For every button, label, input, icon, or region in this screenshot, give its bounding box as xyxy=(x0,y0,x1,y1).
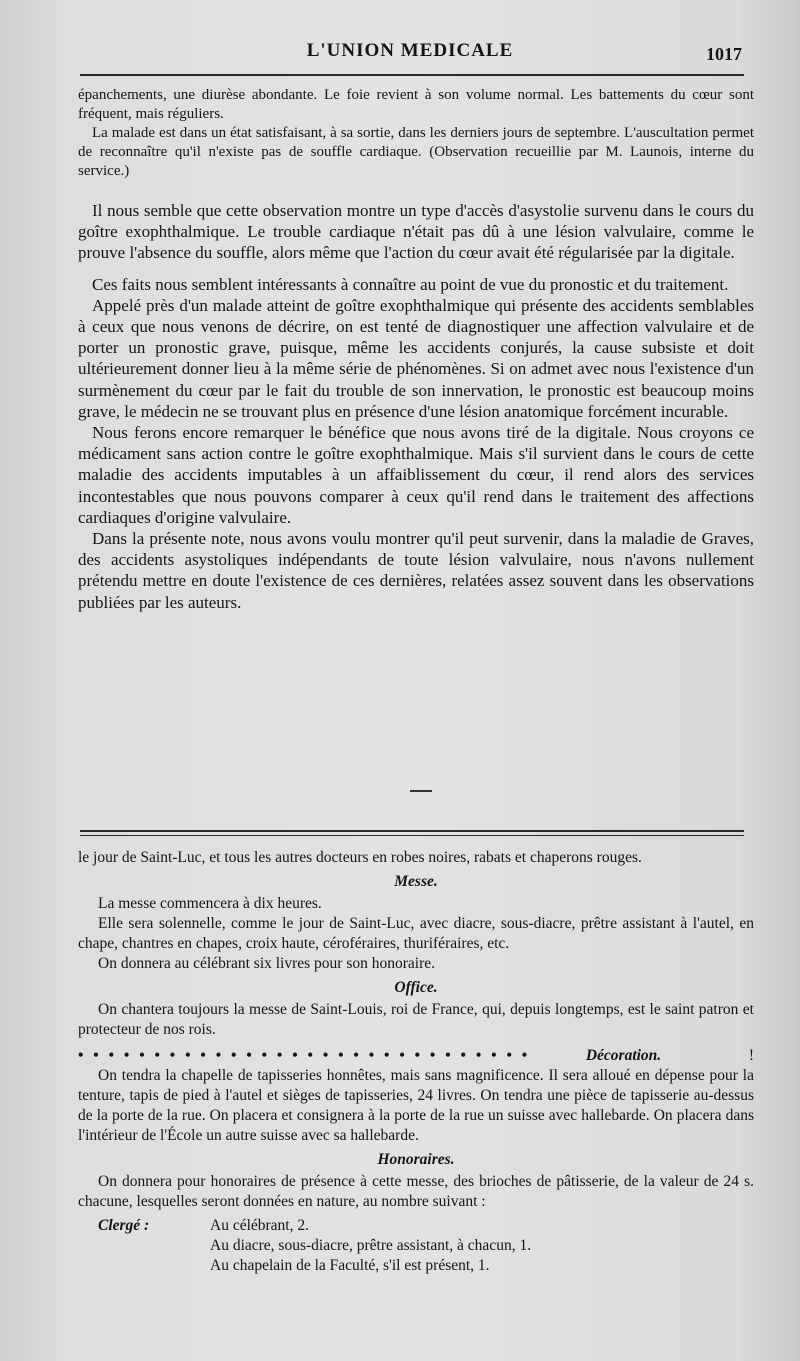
page-number: 1017 xyxy=(706,44,742,64)
feuilleton xyxy=(78,848,754,1276)
dot-leader: • • • • • • • • • • • • • • • • • • • • • • • • • • • • • • xyxy=(78,1047,531,1064)
list-item xyxy=(78,1256,754,1276)
section-heading-honoraires: Honoraires. xyxy=(377,1151,455,1168)
paragraph: Dans la présente note, nous avons voulu montrer qu'il peut survenir, dans la maladie de Graves, des accidents asystoliques indépendants de toute lésion valvulaire, nous n'avons nullement prétendu mettre en doute l'existence de ces dernières, relatées assez souvent dans les observations publiées par les auteurs. xyxy=(78,529,754,612)
end-mark xyxy=(410,790,432,792)
paragraph: Nous ferons encore remarquer le bénéfice que nous avons tiré de la digitale. Nous croyons ce médicament sans action contre le goître exophthalmique. Mais s'il survient dans le cours de cette maladie des accidents imputables à un affaiblissement du cœur, il rend alors des services incontestables que nous pouvons comparer à ceux qu'il rend dans le traitement des affections cardiaques d'origine valvulaire. xyxy=(78,423,754,527)
paragraph: On tendra la chapelle de tapisseries honnêtes, mais sans magnificence. Il sera alloué en dépense pour la tenture, tapis de pied à l'autel et sièges de tapisseries, 24 livres. On tendra une pièce de tapisserie au-dessus de la porte de la rue. On placera et consignera à la porte de la rue un suisse avec hallebarde. On placera dans l'intérieur de l'École un autre suisse avec sa hallebarde. xyxy=(78,1067,754,1144)
list-item xyxy=(78,1216,754,1236)
paragraph: La messe commencera à dix heures. xyxy=(98,895,322,912)
paragraph: On donnera pour honoraires de présence à cette messe, des brioches de pâtisserie, de la valeur de 24 s. chacune, lesquelles seront données en nature, au nombre suivant : xyxy=(78,1173,754,1210)
running-header xyxy=(78,40,742,70)
paragraph: Ces faits nous semblent intéressants à connaître au point de vue du pronostic et du traitement. xyxy=(92,274,729,294)
list-value: Au célébrant, 2. xyxy=(210,1217,309,1234)
paragraph: On chantera toujours la messe de Saint-Louis, roi de France, qui, depuis longtemps, est le saint patron et protecteur de nos rois. xyxy=(78,1001,754,1038)
margin-mark: ! xyxy=(748,1047,754,1064)
paragraph: le jour de Saint-Luc, et tous les autres docteurs en robes noires, rabats et chaperons rouges. xyxy=(78,849,642,866)
journal-title: L'UNION MEDICALE xyxy=(306,40,514,61)
section-rule-top xyxy=(80,830,744,832)
section-heading-messe: Messe. xyxy=(394,873,438,890)
paragraph: La malade est dans un état satisfaisant, à sa sortie, dans les derniers jours de septembre. L'auscultation permet de reconnaître qu'il n'existe pas de souffle cardiaque. (Observation recueillie par M. Launois, interne du service.) xyxy=(78,125,754,179)
dot-leader-row xyxy=(78,1046,754,1066)
paragraph: Appelé près d'un malade atteint de goître exophthalmique qui présente des accidents semblables à ceux que nous venons de décrire, on est tenté de diagnostiquer une affection valvulaire et de porter un pronostic grave, puisque, même les accidents conjurés, la cause subsiste et doit ultérieurement donner lieu à la même série de phénomènes. Si on admet avec nous l'existence d'un surmènement du cœur par le fait du trouble de son innervation, le pronostic est beaucoup moins grave, le médecin ne se trouvant plus en présence d'une lésion anatomique forcément incurable. xyxy=(78,295,754,421)
observation-end xyxy=(78,86,754,181)
section-rule-bottom xyxy=(80,835,744,836)
paragraph: épanchements, une diurèse abondante. Le foie revient à son volume normal. Les battements du cœur sont fréquent, mais réguliers. xyxy=(78,87,754,122)
list-label: Clergé : xyxy=(98,1217,150,1234)
list-item xyxy=(78,1236,754,1256)
paragraph: Il nous semble que cette observation montre un type d'accès d'asystolie survenu dans le cours du goître exophthalmique. Le trouble cardiaque n'était pas dû à une lésion valvulaire, comme le prouve l'absence du souffle, alors même que l'action du cœur avait été régularisée par la digitale. xyxy=(78,201,754,263)
list-value: Au chapelain de la Faculté, s'il est présent, 1. xyxy=(210,1257,490,1274)
paragraph: On donnera au célébrant six livres pour son honoraire. xyxy=(98,955,436,972)
section-heading-decoration: Décoration. xyxy=(585,1047,662,1064)
clerge-list xyxy=(78,1216,754,1276)
paragraph: Elle sera solennelle, comme le jour de Saint-Luc, avec diacre, sous-diacre, prêtre assistant à l'autel, en chape, chantres en chapes, croix haute, céroféraires, thuriféraires, etc. xyxy=(78,915,754,952)
section-heading-office: Office. xyxy=(394,979,438,996)
list-value: Au diacre, sous-diacre, prêtre assistant, à chacun, 1. xyxy=(210,1237,532,1254)
article-conclusion xyxy=(78,200,754,613)
header-rule xyxy=(80,74,744,76)
